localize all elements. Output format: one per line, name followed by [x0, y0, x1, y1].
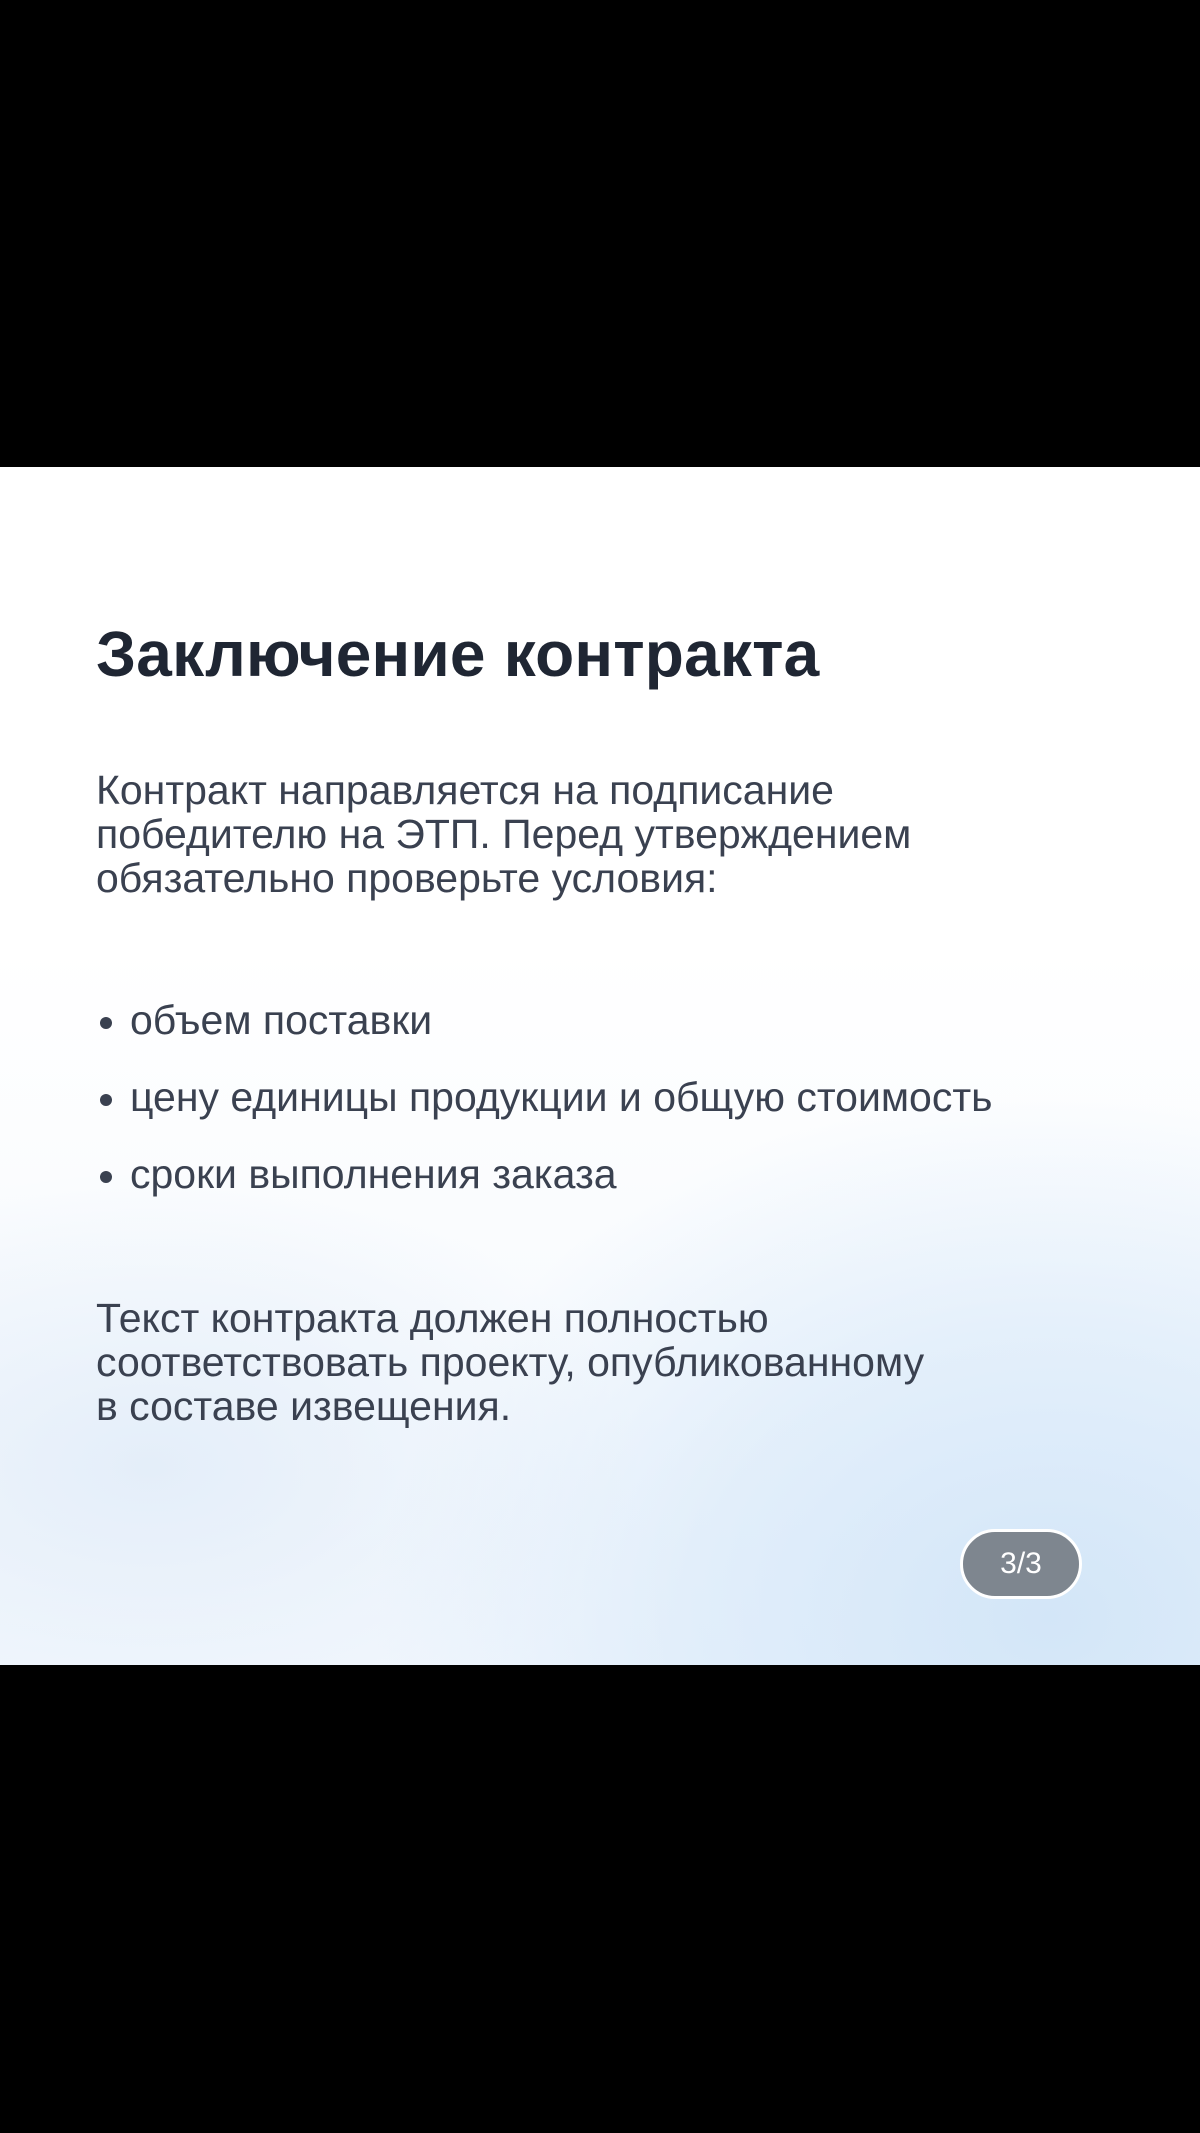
list-item	[96, 1149, 992, 1199]
bullet-icon	[100, 1171, 112, 1183]
list-item-text: цену единицы продукции и общую стоимость	[130, 1074, 993, 1120]
outro-paragraph: Текст контракта должен полностью соответствовать проекту, опубликованному в составе извещения.	[96, 1295, 925, 1429]
bullet-icon	[100, 1094, 112, 1106]
slide-title: Заключение контракта	[96, 618, 820, 690]
list-item-text: объем поставки	[130, 997, 433, 1043]
list-item	[96, 1072, 992, 1122]
list-item	[96, 995, 992, 1045]
bullet-icon	[100, 1017, 112, 1029]
intro-paragraph: Контракт направляется на подписание победителю на ЭТП. Перед утверждением обязательно проверьте условия:	[96, 767, 912, 901]
slide-card[interactable]	[0, 467, 1200, 1665]
list-item-text: сроки выполнения заказа	[130, 1151, 617, 1197]
page-indicator-badge: 3/3	[960, 1529, 1082, 1599]
conditions-list	[96, 995, 992, 1226]
